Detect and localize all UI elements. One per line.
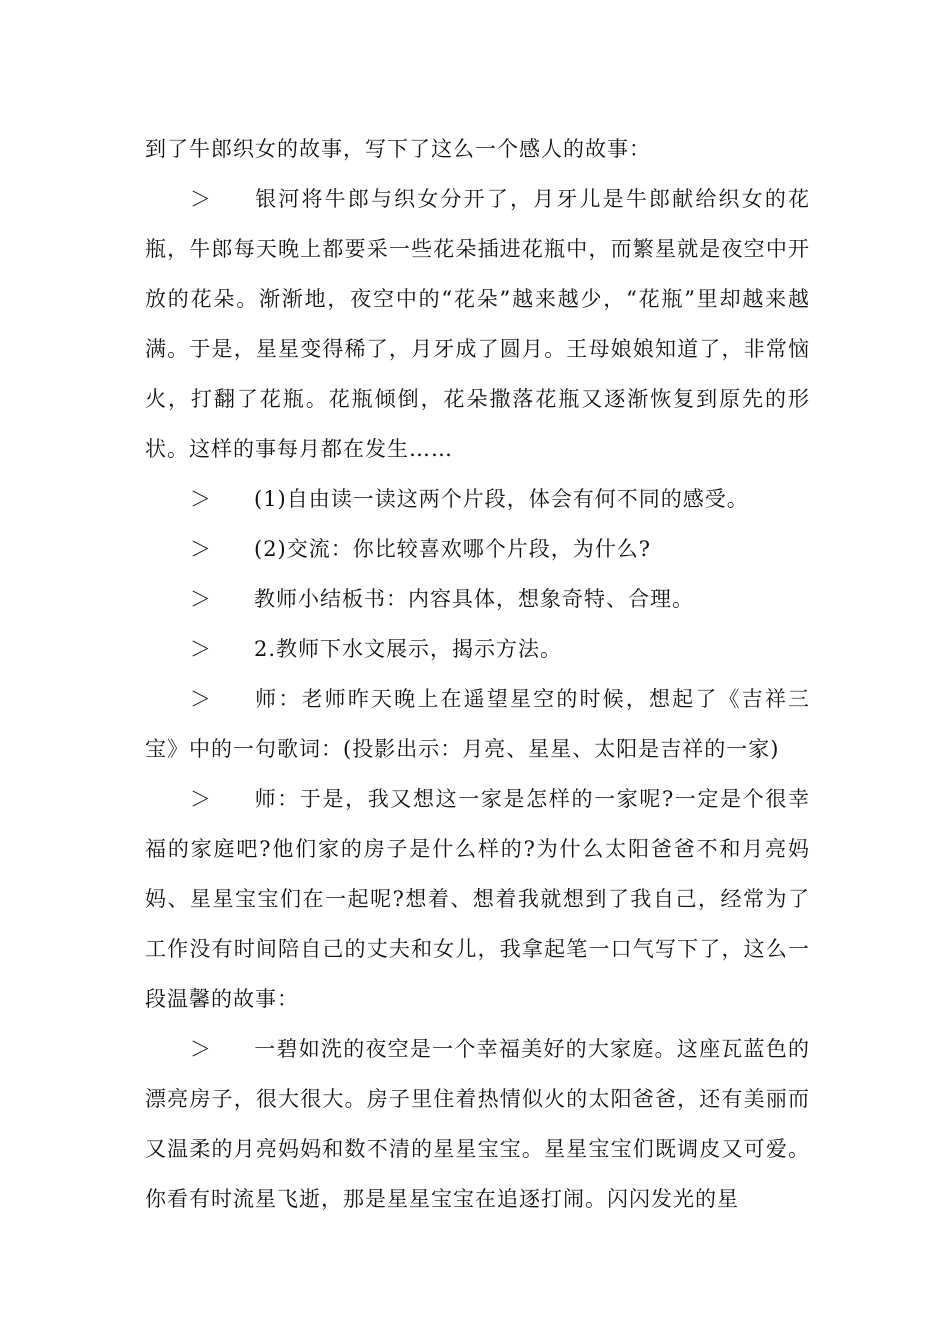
paragraph-step-2: [145, 524, 810, 574]
bullet-marker: ＞: [190, 537, 212, 561]
paragraph-summary: [145, 574, 810, 624]
bullet-marker: ＞: [190, 687, 212, 711]
bullet-marker: ＞: [190, 1037, 212, 1061]
paragraph-text: 一碧如洗的夜空是一个幸福美好的大家庭。这座瓦蓝色的漂亮房子，很大很大。房子里住着热情似火的太阳爸爸，还有美丽而又温柔的月亮妈妈和数不清的星星宝宝。星星宝宝们既调皮又可爱。你看有时流星飞逝，那是星星宝宝在追逐打闹。闪闪发光的星: [145, 1037, 810, 1211]
paragraph-intro: [145, 124, 810, 174]
paragraph-text: 到了牛郎织女的故事，写下了这么一个感人的故事：: [145, 137, 651, 161]
bullet-marker: ＞: [190, 487, 212, 511]
paragraph-text: 师：老师昨天晚上在遥望星空的时候，想起了《吉祥三宝》中的一句歌词：(投影出示：月亮、星星、太阳是吉祥的一家): [145, 687, 810, 761]
paragraph-section-2: [145, 624, 810, 674]
paragraph-teacher-2: [145, 774, 810, 1024]
bullet-marker: ＞: [190, 637, 212, 661]
paragraph-step-1: [145, 474, 810, 524]
paragraph-story-1: [145, 174, 810, 474]
paragraph-text: 银河将牛郎与织女分开了，月牙儿是牛郎献给织女的花瓶，牛郎每天晚上都要采一些花朵插进花瓶中，而繁星就是夜空中开放的花朵。渐渐地，夜空中的“花朵”越来越少，“花瓶”里却越来越满。于是，星星变得稀了，月牙成了圆月。王母娘娘知道了，非常恼火，打翻了花瓶。花瓶倾倒，花朵撒落花瓶又逐渐恢复到原先的形状。这样的事每月都在发生……: [145, 187, 810, 461]
bullet-marker: ＞: [190, 787, 212, 811]
paragraph-teacher-1: [145, 674, 810, 774]
bullet-marker: ＞: [190, 587, 212, 611]
paragraph-text: (2)交流：你比较喜欢哪个片段，为什么?: [254, 537, 652, 561]
paragraph-text: (1)自由读一读这两个片段，体会有何不同的感受。: [254, 487, 749, 511]
bullet-marker: ＞: [190, 187, 212, 211]
paragraph-text: 2.教师下水文展示，揭示方法。: [254, 637, 563, 661]
paragraph-story-2: [145, 1024, 810, 1224]
paragraph-text: 教师小结板书：内容具体，想象奇特、合理。: [254, 587, 694, 611]
paragraph-text: 师：于是，我又想这一家是怎样的一家呢?一定是个很幸福的家庭吧?他们家的房子是什么样的?为什么太阳爸爸不和月亮妈妈、星星宝宝们在一起呢?想着、想着我就想到了我自己，经常为了工作没有时间陪自己的丈夫和女儿，我拿起笔一口气写下了，这么一段温馨的故事：: [145, 787, 810, 1011]
